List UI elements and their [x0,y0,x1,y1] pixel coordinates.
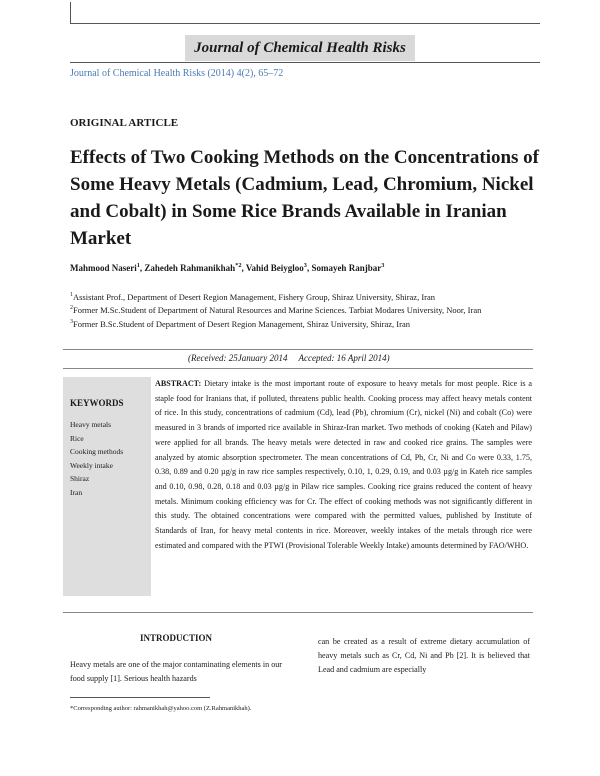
top-rule-mark [70,2,71,23]
keyword-item: Rice [70,433,84,443]
keyword-item: Shiraz [70,474,90,484]
abstract-top-rule [63,368,533,369]
received-accepted-dates: (Received: 25January 2014 Accepted: 16 April 2014) [188,353,390,363]
abstract-text: Dietary intake is the most important route of exposure to heavy metals for most people. Rice is a staple food for Iranians that, if polluted, threatens public health. Cooking process may affect heavy metals content of rice. In this study, concentrations of cadmium (Cd), lead (Pb), chromium (Cr), nickel (Ni) and cobalt (Co) were measured in 3 brands of imported rice available in Shiraz-Iran market. Two methods of cooking (Kateh and Pilaw) were applied for all brands. The heavy metals were detected in raw and cooked rice grains. The samples were analyzed by atomic absorption spectrometer. The mean concentrations of Cd, Pb, Cr, Ni and Co were 0.33, 1.75, 0.38, 0.89 and 0.20 µg/g in raw rice samples respectively, 0.10, 1, 0.29, 0.19, and 0.03 µg/g in Kateh rice samples and 0.10, 0.98, 0.28, 0.18 and 0.03 µg/g in Pilaw rice samples. Cooking rice grains reduced the content of heavy metals. Minimum cooking efficiency was for Cr. The effect of cooking methods was not significantly different in this study. The obtained concentrations were compared with the permitted values, published by Institute of Standards of Iran, for heavy metal contents in rice. Moreover, weekly intakes of the metals through rice were estimated and compared with the PTWI (Provisional Tolerable Weekly Intake) amounts determined by FAO/WHO. [155,379,532,550]
article-title: Effects of Two Cooking Methods on the Concentrations of Some Heavy Metals (Cadmium, Lead, Chromium, Nickel and Cobalt) in Some Rice Brands Available in Iranian Market [70,147,540,249]
footnote-rule [70,697,210,698]
abstract-label: ABSTRACT: [155,379,202,388]
author-sup: 3 [303,262,307,269]
abstract-bottom-rule [63,612,533,613]
banner-rule [70,62,540,63]
author-sup: 3 [381,262,385,269]
affiliation: $^2$Former M.Sc.Student of Department of Natural Resources and Marine Sciences. Tarbiat Modares University, Noor, Iran [70,305,482,316]
keyword-item: Iran [70,487,83,497]
dates-rule [63,349,533,350]
author-list: Mahmood Naseri$^1$, Zahedeh Rahmanikhah$^{*2}$, Vahid Beiygloo$^3$, Somayeh Ranjbar$^3$ [70,262,385,273]
keyword-item: Cooking methods [70,447,124,457]
keyword-item: Weekly intake [70,460,113,470]
keyword-item: Heavy metals [70,420,112,429]
affiliations [70,290,540,330]
journal-name-banner: Journal of Chemical Health Risks [185,35,415,61]
author-name: Mahmood Naseri [70,263,137,273]
journal-citation: Journal of Chemical Health Risks (2014) 4(2), 65–72 [70,68,284,79]
keywords-title: KEYWORDS [70,398,124,408]
author-name: Somayeh Ranjbar [311,263,382,273]
affiliation: $^1$Assistant Prof., Department of Desert Region Management, Fishery Group, Shiraz University, Shiraz, Iran [70,291,436,302]
author-sup: 1 [136,262,140,269]
corresponding-author-footnote: *Corresponding author: rahmanikhah@yahoo.com (Z.Rahmanikhah). [70,705,252,712]
top-rule [70,23,540,24]
introduction-heading: INTRODUCTION [140,633,213,643]
article-type: ORIGINAL ARTICLE [70,117,179,129]
body-right-column: can be created as a result of extreme dietary accumulation of heavy metals such as Cr, Cd, Ni and Pb [2]. It is believed that Lead and cadmium are especially [318,637,530,675]
affiliation: $^3$Former B.Sc.Student of Department of Desert Region Management, Shiraz University, Shiraz, Iran [70,318,410,329]
abstract [155,377,532,553]
author-name: Vahid Beiygloo [245,263,304,273]
keywords-list [70,418,123,500]
author-sup: *2 [235,262,242,269]
body-left-column: Heavy metals are one of the major contaminating elements in our food supply [1]. Serious health hazards [70,660,282,684]
author-name: Zahedeh Rahmanikhah [144,263,236,273]
